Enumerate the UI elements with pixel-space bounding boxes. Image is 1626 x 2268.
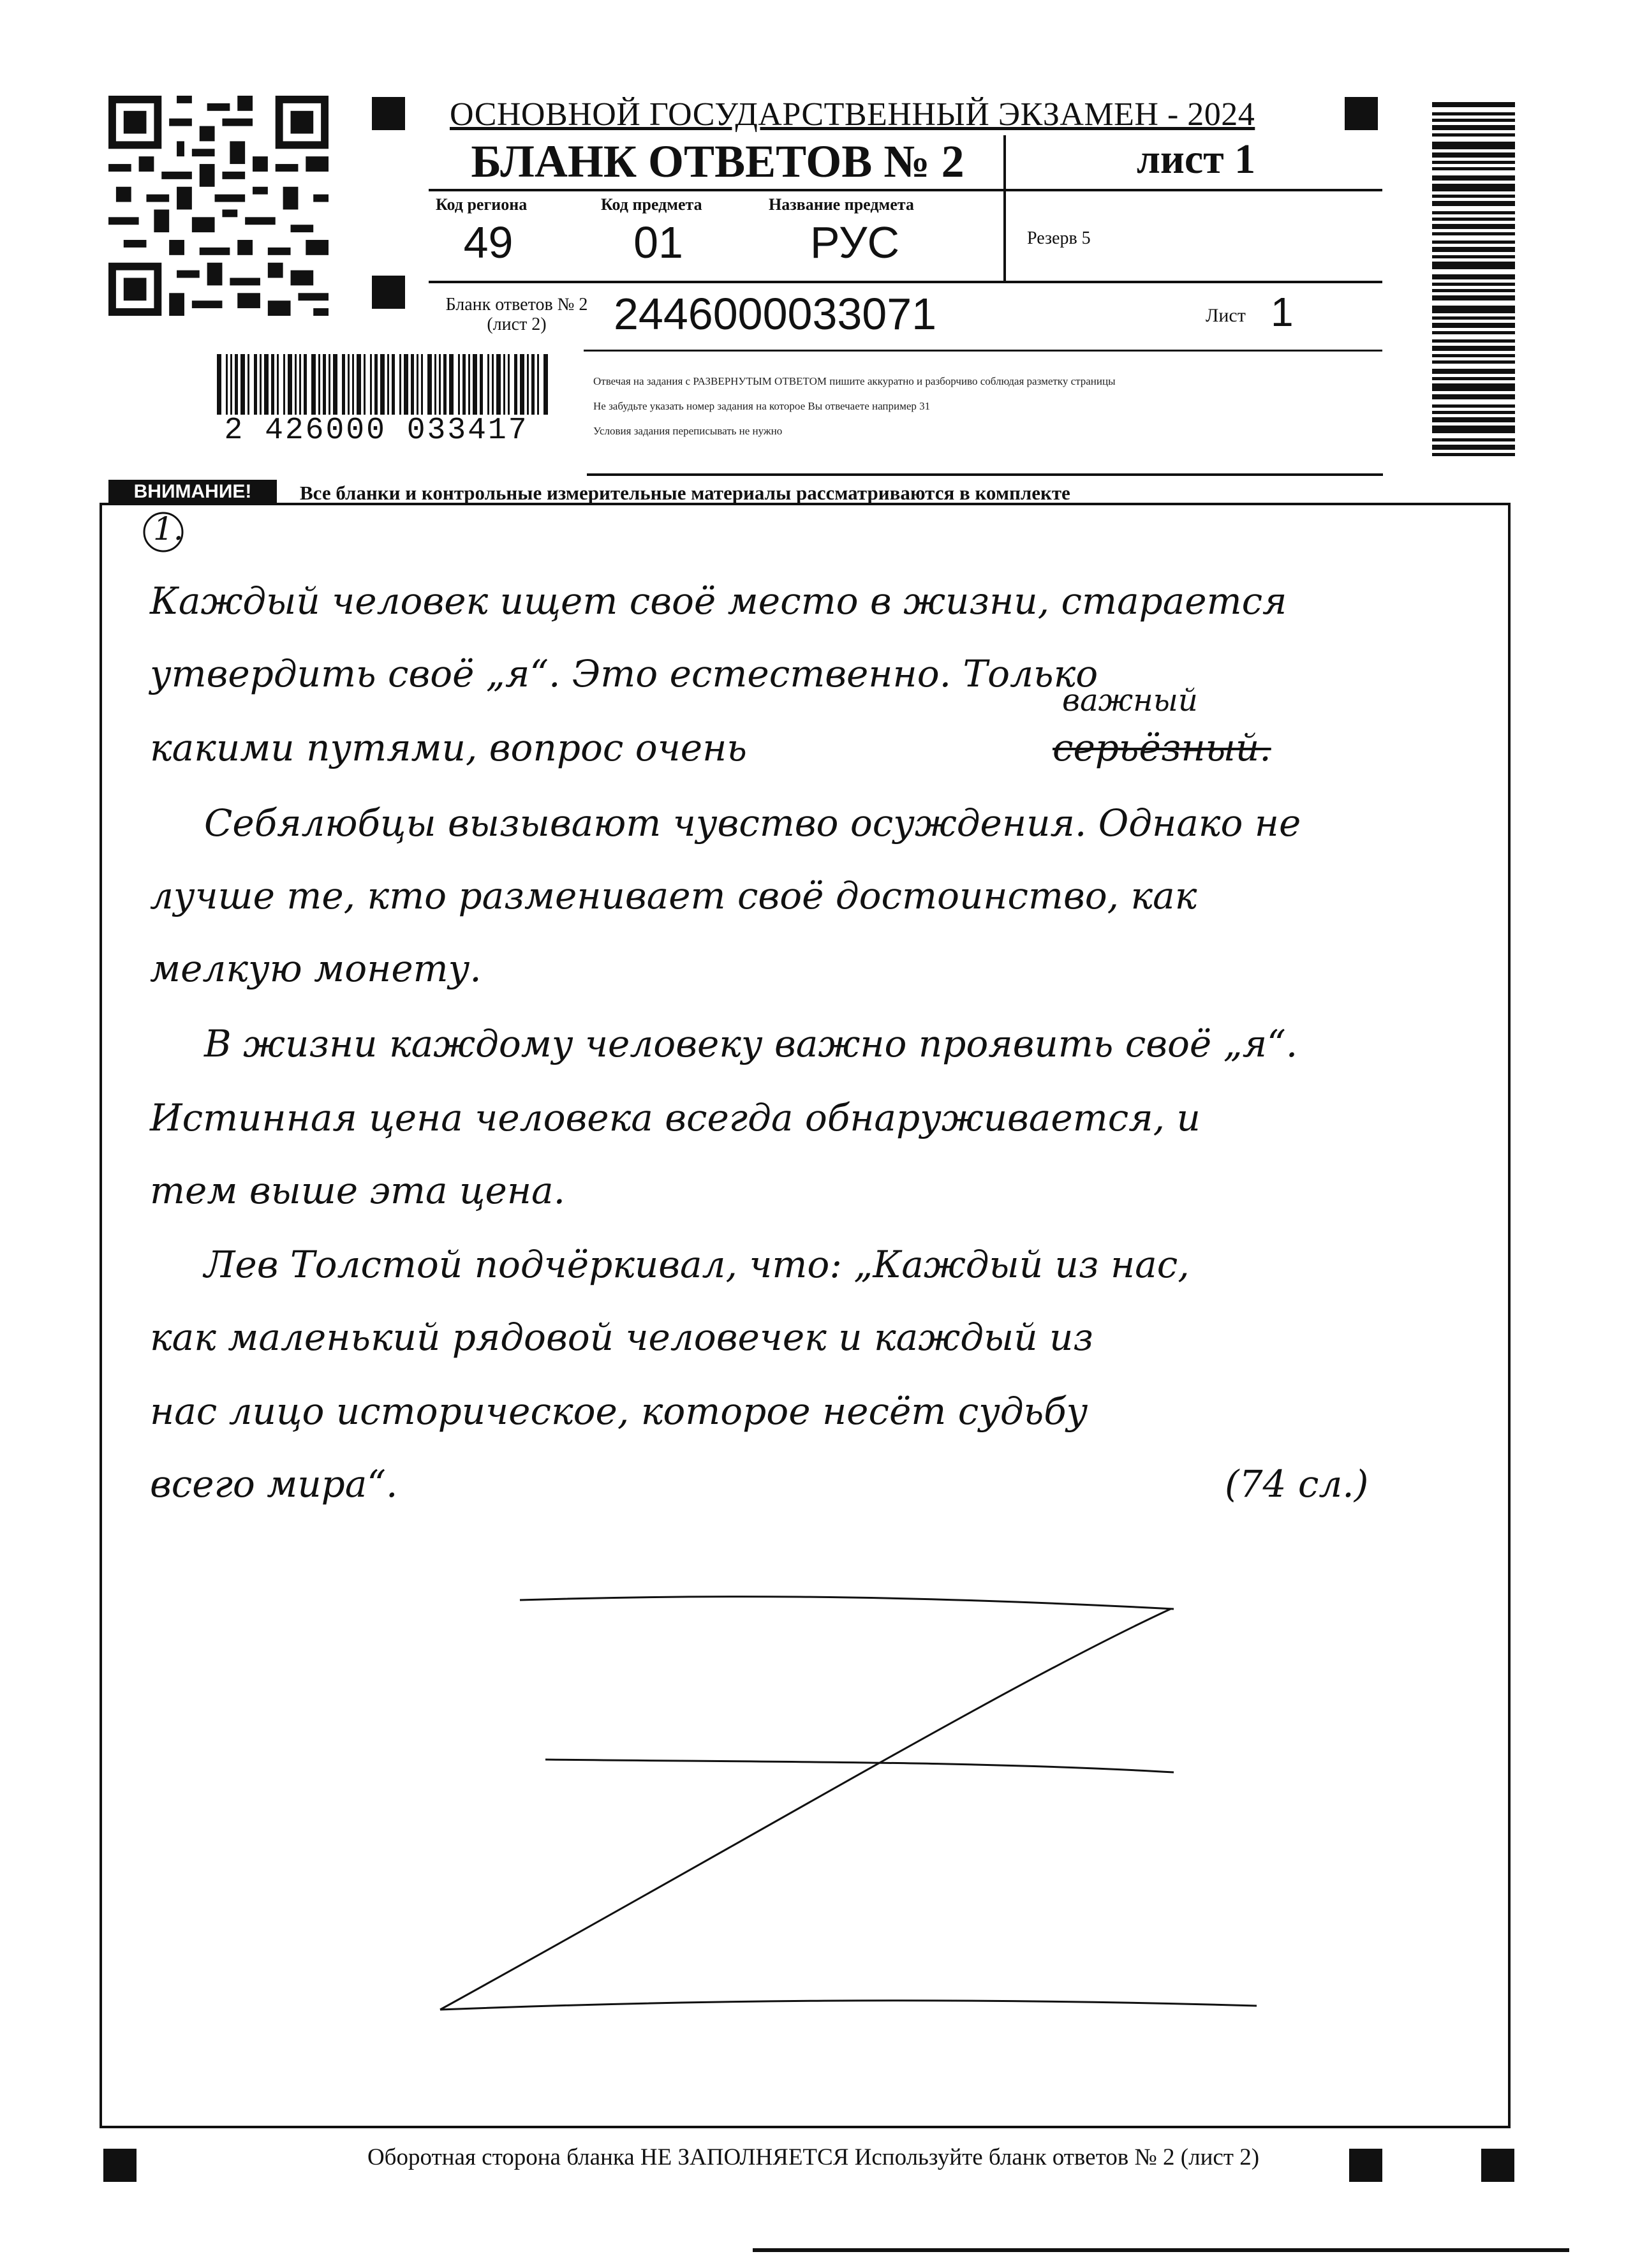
header-divider (584, 350, 1382, 352)
barcode-bar (304, 354, 307, 415)
barcode-stripe (1432, 316, 1515, 320)
barcode-bar (260, 354, 262, 415)
barcode-stripe (1432, 211, 1515, 214)
barcode-bar (264, 354, 269, 415)
barcode-bar (318, 354, 320, 415)
form-label: Бланк ответов № 2 (лист 2) (445, 295, 588, 334)
registration-mark (103, 2149, 137, 2182)
z-strike-mark (434, 1569, 1282, 2016)
subject-name-label: Название предмета (769, 195, 914, 214)
barcode-stripe (1432, 360, 1515, 364)
barcode-bar (329, 354, 330, 415)
crossed-word: серьёзный. (1053, 726, 1271, 769)
barcode-stripe (1432, 383, 1515, 391)
barcode-stripe (1432, 195, 1515, 198)
answer-line: Истинная цена человека всегда обнаруживается, и (150, 1096, 1201, 1139)
barcode-bar (271, 354, 274, 415)
answer-line: Каждый человек ищет своё место в жизни, старается (150, 579, 1287, 623)
barcode-stripe (1432, 161, 1515, 164)
barcode-bar (342, 354, 345, 415)
header-divider (429, 189, 1382, 191)
barcode-stripe (1432, 119, 1515, 122)
barcode-bar (380, 354, 385, 415)
answer-line: всего мира“. (150, 1462, 398, 1506)
barcode-stripe (1432, 453, 1515, 456)
sheet-title: лист 1 (1136, 136, 1256, 182)
barcode-bar (235, 354, 238, 415)
answer-line: как маленький рядовой человечек и каждый из (150, 1316, 1093, 1359)
header-divider (1003, 135, 1006, 283)
barcode-stripe (1432, 354, 1515, 357)
barcode-stripe (1432, 289, 1515, 292)
barcode-stripe (1432, 232, 1515, 235)
barcode-bar (240, 354, 245, 415)
region-value: 49 (463, 218, 514, 267)
barcode-stripe (1432, 241, 1515, 244)
barcode-bar (348, 354, 350, 415)
barcode-stripe (1432, 112, 1515, 115)
barcode-bar (230, 354, 232, 415)
linear-barcode (217, 354, 549, 418)
barcode-bar (443, 354, 447, 415)
barcode-bar (520, 354, 524, 415)
registration-mark (372, 97, 405, 130)
instruction-line: Отвечая на задания с РАЗВЕРНУТЫМ ОТВЕТОМ пишите аккуратно и разборчиво соблюдая разметку страницы (593, 375, 1116, 387)
registration-mark (372, 276, 405, 309)
answer-line: лучше те, кто разменивает своё достоинство, как (150, 874, 1197, 917)
subject-code-label: Код предмета (601, 195, 702, 214)
barcode-bar (537, 354, 539, 415)
barcode-stripe (1432, 339, 1515, 343)
subject-code-value: 01 (633, 218, 683, 267)
barcode-stripe (1432, 274, 1515, 279)
answer-correction: важный (1062, 683, 1198, 718)
barcode-bar (462, 354, 466, 415)
barcode-bar (496, 354, 501, 415)
barcode-stripe (1432, 331, 1515, 334)
barcode-bar (370, 354, 372, 415)
barcode-bar (323, 354, 326, 415)
barcode-bar (299, 354, 301, 415)
barcode-bar (404, 354, 408, 415)
barcode-stripe (1432, 175, 1515, 181)
qr-code (108, 96, 329, 316)
answer-line: мелкую монету. (150, 947, 482, 990)
barcode-bar (421, 354, 423, 415)
barcode-stripe (1432, 152, 1515, 158)
barcode-bar (458, 354, 460, 415)
barcode-stripe (1432, 262, 1515, 269)
attention-text: Все бланки и контрольные измерительные материалы рассматриваются в комплекте (300, 482, 1070, 504)
barcode-bar (492, 354, 494, 415)
barcode-stripe (1432, 218, 1515, 221)
barcode-stripe (1432, 404, 1515, 408)
barcode-bar (374, 354, 378, 415)
barcode-number: 2 426000 033417 (224, 413, 529, 448)
registration-mark (1481, 2149, 1514, 2182)
barcode-stripe (1432, 125, 1515, 130)
barcode-bar (399, 354, 401, 415)
barcode-bar (508, 354, 510, 415)
barcode-bar (277, 354, 279, 415)
barcode-stripe (1432, 417, 1515, 422)
header-divider (429, 281, 1382, 283)
answer-line: тем выше эта цена. (150, 1169, 566, 1212)
barcode-bar (411, 354, 414, 415)
barcode-bar (217, 354, 221, 415)
registration-mark (1345, 97, 1378, 130)
barcode-bar (333, 354, 337, 415)
barcode-stripe (1432, 102, 1515, 107)
barcode-bar (248, 354, 249, 415)
barcode-bar (514, 354, 517, 415)
barcode-stripe (1432, 247, 1515, 252)
barcode-stripe (1432, 201, 1515, 206)
barcode-bar (417, 354, 418, 415)
barcode-bar (531, 354, 535, 415)
barcode-stripe (1432, 394, 1515, 399)
barcode-stripe (1432, 133, 1515, 137)
footer-note: Оборотная сторона бланка НЕ ЗАПОЛНЯЕТСЯ Используйте бланк ответов № 2 (лист 2) (367, 2144, 1260, 2170)
instruction-line: Не забудьте указать номер задания на которое Вы отвечаете например 31 (593, 400, 931, 412)
barcode-stripe (1432, 445, 1515, 450)
barcode-stripe (1432, 377, 1515, 380)
barcode-bar (487, 354, 489, 415)
barcode-stripe (1432, 323, 1515, 328)
barcode-bar (503, 354, 505, 415)
region-label: Код региона (436, 195, 528, 214)
barcode-bar (434, 354, 436, 415)
barcode-bar (295, 354, 297, 415)
barcode-stripe (1432, 426, 1515, 433)
answer-line: Себялюбцы вызывают чувство осуждения. Однако не (204, 801, 1301, 845)
word-count: (74 сл.) (1225, 1462, 1369, 1506)
task-marker: 1. (153, 510, 184, 547)
barcode-bar (311, 354, 316, 415)
barcode-stripe (1432, 306, 1515, 313)
answer-line: Лев Толстой подчёркивал, что: „Каждый из нас, (204, 1243, 1190, 1286)
barcode-bar (449, 354, 454, 415)
barcode-bar (387, 354, 389, 415)
blank-title: БЛАНК ОТВЕТОВ № 2 (471, 136, 965, 187)
barcode-stripe (1432, 184, 1515, 191)
header-divider (587, 473, 1383, 476)
sheet-label: Лист (1206, 305, 1246, 326)
instruction-line: Условия задания переписывать не нужно (593, 425, 783, 437)
barcode-stripe (1432, 369, 1515, 374)
attention-badge: ВНИМАНИЕ! (108, 480, 277, 504)
barcode-stripe (1432, 255, 1515, 258)
barcode-bar (439, 354, 441, 415)
barcode-bar (352, 354, 354, 415)
form-number: 2446000033071 (614, 289, 937, 339)
answer-line: какими путями, вопрос очень (150, 726, 747, 769)
barcode-bar (226, 354, 228, 415)
sheet-number: 1 (1271, 289, 1294, 335)
barcode-stripe (1432, 224, 1515, 229)
barcode-bar (527, 354, 529, 415)
exam-title: ОСНОВНОЙ ГОСУДАРСТВЕННЫЙ ЭКЗАМЕН - 2024 (450, 96, 1255, 133)
barcode-bar (254, 354, 257, 415)
subject-name-value: РУС (809, 218, 900, 267)
barcode-bar (357, 354, 361, 415)
barcode-stripe (1432, 142, 1515, 149)
barcode-bar (473, 354, 477, 415)
barcode-bar (543, 354, 548, 415)
barcode-bar (392, 354, 395, 415)
barcode-bar (468, 354, 470, 415)
barcode-stripe (1432, 411, 1515, 414)
barcode-stripe (1432, 295, 1515, 300)
bottom-rule (753, 2248, 1569, 2252)
barcode-stripe (1432, 167, 1515, 170)
answer-line: В жизни каждому человеку важно проявить своё „я“. (204, 1022, 1298, 1065)
reserve-label: Резерв 5 (1027, 228, 1091, 248)
barcode-stripe (1432, 283, 1515, 286)
answer-line: утвердить своё „я“. Это естественно. Только (150, 652, 1098, 695)
barcode-bar (283, 354, 285, 415)
barcode-bar (364, 354, 366, 415)
barcode-bar (427, 354, 432, 415)
barcode-bar (480, 354, 483, 415)
answer-line: нас лицо историческое, которое несёт судьбу (150, 1390, 1088, 1433)
barcode-stripe (1432, 438, 1515, 441)
barcode-stripe (1432, 346, 1515, 351)
barcode-bar (288, 354, 292, 415)
side-barcode (1432, 102, 1515, 467)
